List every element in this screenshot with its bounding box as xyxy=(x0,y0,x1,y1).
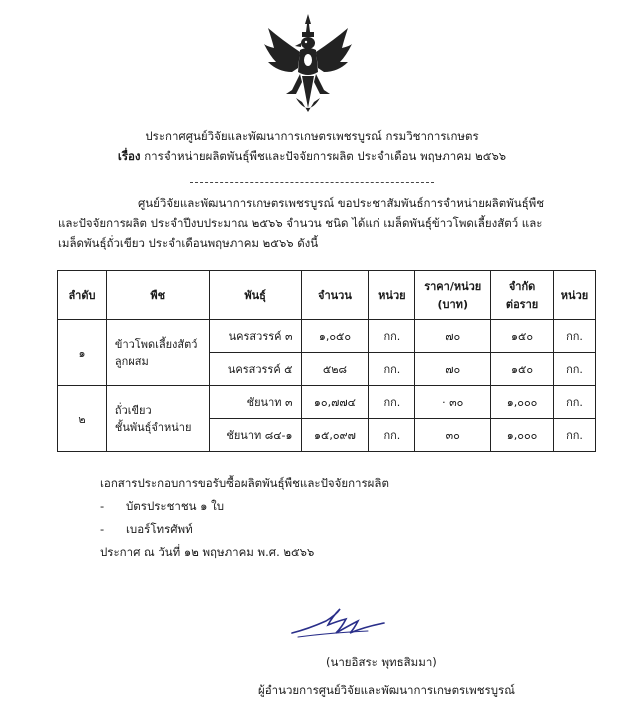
documents-title: เอกสารประกอบการขอรับซื้อผลิตพันธุ์พืชและปัจจัยการผลิต xyxy=(100,476,389,490)
col-header-limit xyxy=(491,271,554,320)
intro-line-2: และปัจจัยการผลิต ประจำปีงบประมาณ ๒๕๖๖ จำนวน ชนิด ได้แก่ เมล็ดพันธุ์ข้าวโพดเลี้ยงสัตว์ และ xyxy=(58,216,543,230)
announcement-date: ประกาศ ณ วันที่ ๑๒ พฤษภาคม พ.ศ. ๒๕๖๖ xyxy=(100,545,315,559)
required-documents xyxy=(100,472,389,564)
plant-line1: ถั่วเขียว xyxy=(114,403,152,417)
document-item xyxy=(100,495,389,518)
table-row xyxy=(58,320,596,353)
document-item-text: บัตรประชาชน ๑ ใบ xyxy=(126,499,225,513)
col-header-plant: พืช xyxy=(106,271,209,320)
row-limit: ๑,๐๐๐ xyxy=(491,419,554,452)
row-price: ๗๐ xyxy=(415,353,491,386)
col-header-no: ลำดับ xyxy=(58,271,107,320)
row-limit-unit: กก. xyxy=(554,386,596,419)
row-no: ๑ xyxy=(58,320,107,386)
subject-text: การจำหน่ายผลิตพันธุ์พืชและปัจจัยการผลิต ประจำเดือน พฤษภาคม ๒๕๖๖ xyxy=(144,149,507,163)
document-item-text: เบอร์โทรศัพท์ xyxy=(126,522,193,536)
bullet-dash: - xyxy=(100,522,105,536)
row-amount: ๑๕,๐๙๗ xyxy=(301,419,369,452)
row-limit-unit: กก. xyxy=(554,353,596,386)
divider xyxy=(190,182,434,183)
intro-line-1: ศูนย์วิจัยและพัฒนาการเกษตรเพชรบูรณ์ ขอประชาสัมพันธ์การจำหน่ายผลิตพันธุ์พืช xyxy=(138,196,545,210)
garuda-emblem xyxy=(262,10,354,120)
intro-paragraph xyxy=(58,193,592,253)
row-price: · ๓๐ xyxy=(415,386,491,419)
price-header-line1: ราคา/หน่วย xyxy=(424,280,482,293)
announcement-subject xyxy=(0,148,624,166)
row-amount: ๕๒๘ xyxy=(301,353,369,386)
col-header-variety: พันธุ์ xyxy=(209,271,301,320)
table-header-row xyxy=(58,271,596,320)
col-header-limit-unit: หน่วย xyxy=(554,271,596,320)
row-price: ๓๐ xyxy=(415,419,491,452)
row-limit: ๑๕๐ xyxy=(491,320,554,353)
row-plant xyxy=(106,320,209,386)
row-amount: ๑,๐๕๐ xyxy=(301,320,369,353)
row-plant xyxy=(106,386,209,452)
plant-line2: ชั้นพันธุ์จำหน่าย xyxy=(114,420,192,434)
row-unit: กก. xyxy=(369,386,415,419)
table-row xyxy=(58,386,596,419)
plant-line1: ข้าวโพดเลี้ยงสัตว์ xyxy=(114,337,198,351)
signatory-position: ผู้อำนวยการศูนย์วิจัยและพัฒนาการเกษตรเพชรบูรณ์ xyxy=(258,683,515,697)
row-unit: กก. xyxy=(369,419,415,452)
signature-scribble xyxy=(288,603,388,641)
row-limit: ๑๕๐ xyxy=(491,353,554,386)
row-variety: ชัยนาท ๓ xyxy=(209,386,301,419)
document-item xyxy=(100,518,389,541)
col-header-unit: หน่วย xyxy=(369,271,415,320)
row-price: ๗๐ xyxy=(415,320,491,353)
row-amount: ๑๐,๗๗๔ xyxy=(301,386,369,419)
bullet-dash: - xyxy=(100,499,105,513)
row-limit: ๑,๐๐๐ xyxy=(491,386,554,419)
row-unit: กก. xyxy=(369,320,415,353)
row-variety: ชัยนาท ๘๔-๑ xyxy=(209,419,301,452)
row-limit-unit: กก. xyxy=(554,320,596,353)
row-limit-unit: กก. xyxy=(554,419,596,452)
row-variety: นครสวรรค์ ๕ xyxy=(209,353,301,386)
signatory-name: (นายอิสระ พุทธสิมมา) xyxy=(326,655,437,669)
announcement-title: ประกาศศูนย์วิจัยและพัฒนาการเกษตรเพชรบูรณ์ กรมวิชาการเกษตร xyxy=(145,129,479,143)
row-unit: กก. xyxy=(369,353,415,386)
col-header-amount: จำนวน xyxy=(301,271,369,320)
col-header-price xyxy=(415,271,491,320)
intro-line-3: เมล็ดพันธุ์ถั่วเขียว ประจำเดือนพฤษภาคม ๒๕๖๖ ดังนี้ xyxy=(58,236,319,250)
product-table xyxy=(57,270,596,452)
subject-label: เรื่อง xyxy=(117,149,141,163)
limit-header-line2: ต่อราย xyxy=(505,298,539,311)
plant-line2: ลูกผสม xyxy=(114,354,149,368)
limit-header-line1: จำกัด xyxy=(508,280,536,293)
row-no: ๒ xyxy=(58,386,107,452)
row-variety: นครสวรรค์ ๓ xyxy=(209,320,301,353)
price-header-line2: (บาท) xyxy=(437,298,468,311)
